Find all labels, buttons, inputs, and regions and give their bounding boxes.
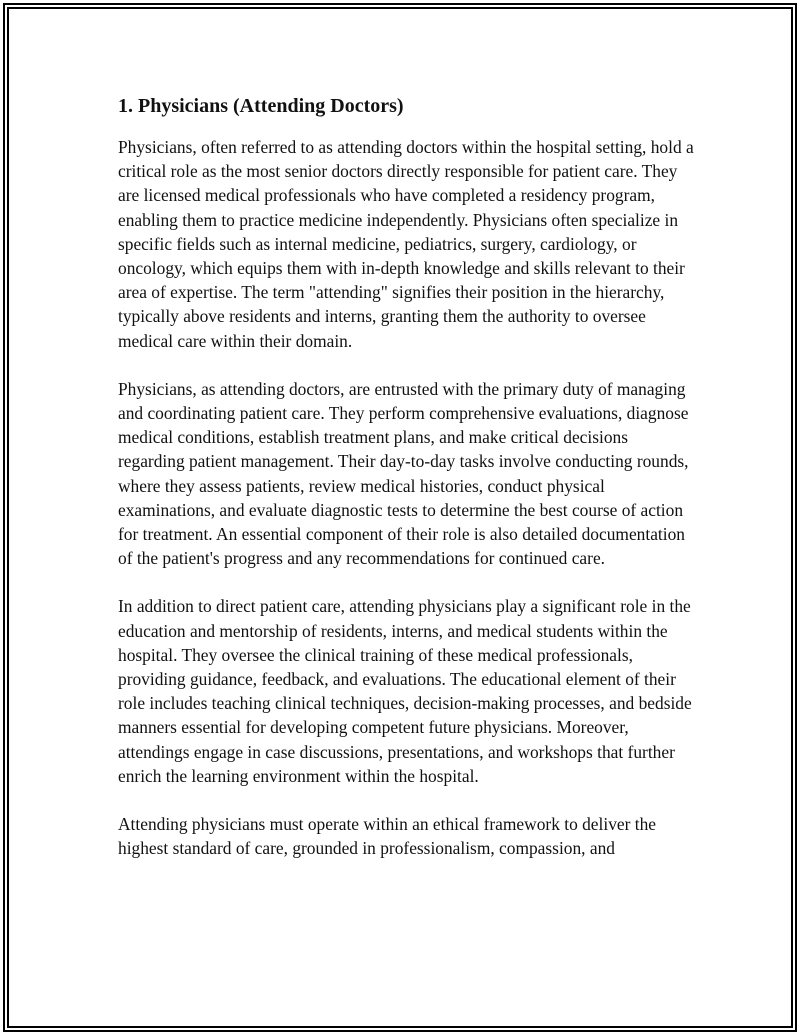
- paragraph-4: Attending physicians must operate within an ethical framework to deliver the highest standard of care, grounded in professionalism, compassion, and: [118, 814, 656, 859]
- paragraph-3: In addition to direct patient care, attending physicians play a significant role in the education and mentorship of residents, interns, and medical students within the hospital. They oversee the clinical training of these medical professionals, providing guidance, feedback, and evaluations. The educational element of their role includes teaching clinical techniques, decision-making processes, and bedside manners essential for developing competent future physicians. Moreover, attendings engage in case discussions, presentations, and workshops that further enrich the learning environment within the hospital.: [118, 596, 692, 786]
- paragraph-2: Physicians, as attending doctors, are entrusted with the primary duty of managing and coordinating patient care. They perform comprehensive evaluations, diagnose medical conditions, establish treatment plans, and make critical decisions regarding patient management. Their day-to-day tasks involve conducting rounds, where they assess patients, review medical histories, conduct physical examinations, and evaluate diagnostic tests to determine the best course of action for treatment. An essential component of their role is also detailed documentation of the patient's progress and any recommendations for continued care.: [118, 378, 689, 569]
- paragraph-1: Physicians, often referred to as attending doctors within the hospital setting, hold a critical role as the most senior doctors directly responsible for patient care. They are licensed medical professionals who have completed a residency program, enabling them to practice medicine independently. Physicians often specialize in specific fields such as internal medicine, pediatrics, surgery, cardiology, or oncology, which equips them with in-depth knowledge and skills relevant to their area of expertise. The term "attending" signifies their position in the hierarchy, typically above residents and interns, granting them the authority to oversee medical care within their domain.: [118, 137, 694, 351]
- document-body: [118, 92, 698, 884]
- section-heading: 1. Physicians (Attending Doctors): [118, 95, 404, 117]
